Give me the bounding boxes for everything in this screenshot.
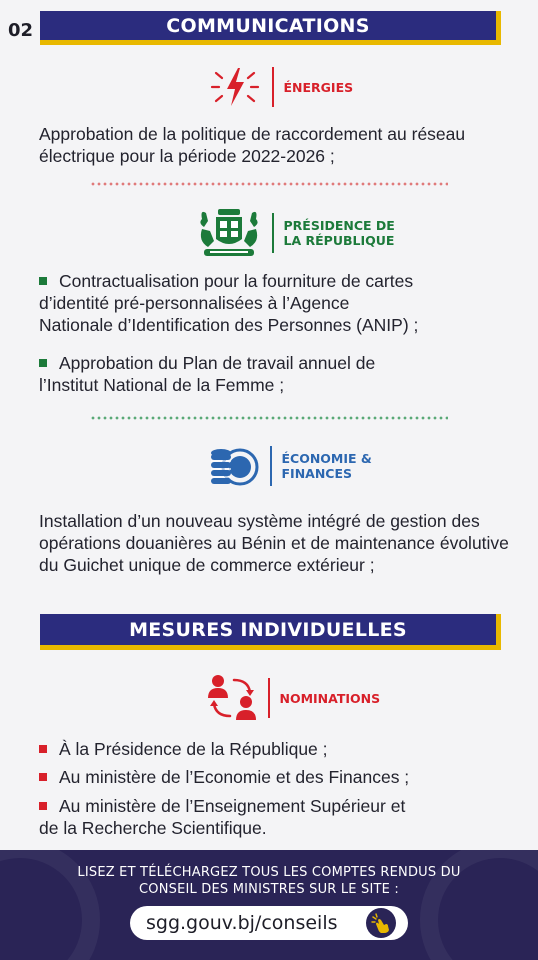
- energies-text: Approbation de la politique de raccordement au réseau électrique pour la période 2022-2026 ;: [39, 124, 466, 166]
- page-number: 02: [8, 20, 34, 41]
- bullet-square: [39, 802, 47, 810]
- footer-banner: [0, 850, 538, 960]
- website-link[interactable]: [130, 906, 408, 940]
- website-url[interactable]: sgg.gouv.bj/conseils: [146, 912, 338, 934]
- economie-label-line2: FINANCES: [281, 466, 353, 481]
- bullet-square: [39, 359, 47, 367]
- communications-banner: COMMUNICATIONS: [40, 11, 501, 45]
- economie-label: [282, 451, 372, 481]
- nomination-item-1: À la Présidence de la République ;: [39, 738, 509, 760]
- nominations-separator: [268, 678, 270, 718]
- nominations-header: [206, 672, 380, 724]
- presidence-separator: [272, 213, 274, 253]
- nomination-item-2: Au ministère de l’Economie et des Finances ;: [39, 766, 509, 788]
- presidence-label-line1: PRÉSIDENCE DE: [283, 218, 395, 233]
- pointing-hand-icon: [366, 908, 396, 938]
- energies-header: [208, 64, 353, 110]
- economie-header: [208, 441, 372, 491]
- footer-text: LISEZ ET TÉLÉCHARGEZ TOUS LES COMPTES RENDUS DU CONSEIL DES MINISTRES SUR LE SITE :: [77, 865, 461, 897]
- presidence-label-line2: LA RÉPUBLIQUE: [283, 233, 395, 248]
- nomination-item-3: Au ministère de l’Enseignement Supérieur et de la Recherche Scientifique.: [39, 796, 406, 838]
- people-exchange-icon: [206, 672, 258, 724]
- divider-dots-red: [90, 182, 448, 186]
- bullet-square: [39, 773, 47, 781]
- economie-label-line1: ÉCONOMIE &: [281, 451, 372, 466]
- energies-separator: [272, 67, 274, 107]
- coat-of-arms-icon: [196, 205, 262, 261]
- economie-separator: [270, 446, 272, 486]
- coins-stack-icon: [208, 441, 260, 491]
- lightning-bolt-icon: [208, 64, 262, 110]
- energies-label: ÉNERGIES: [283, 79, 354, 95]
- presidence-item-2: Approbation du Plan de travail annuel de l’Institut National de la Femme ;: [39, 353, 376, 395]
- presidence-item-1: Contractualisation pour la fourniture de cartes d’identité pré-personnalisées à l’Agence Nationale d’Identification des Personnes (ANIP) ;: [39, 271, 419, 335]
- divider-dots-green: [90, 416, 448, 420]
- nominations-label: NOMINATIONS: [279, 690, 381, 706]
- economie-text: Installation d’un nouveau système intégré de gestion des opérations douanières au Bénin et de maintenance évolutive du Guichet unique de commerce extérieur ;: [39, 511, 509, 575]
- presidence-header: [196, 205, 395, 261]
- bullet-square: [39, 745, 47, 753]
- bullet-square: [39, 277, 47, 285]
- mesures-banner: MESURES INDIVIDUELLES: [40, 614, 501, 650]
- presidence-label: [284, 218, 395, 248]
